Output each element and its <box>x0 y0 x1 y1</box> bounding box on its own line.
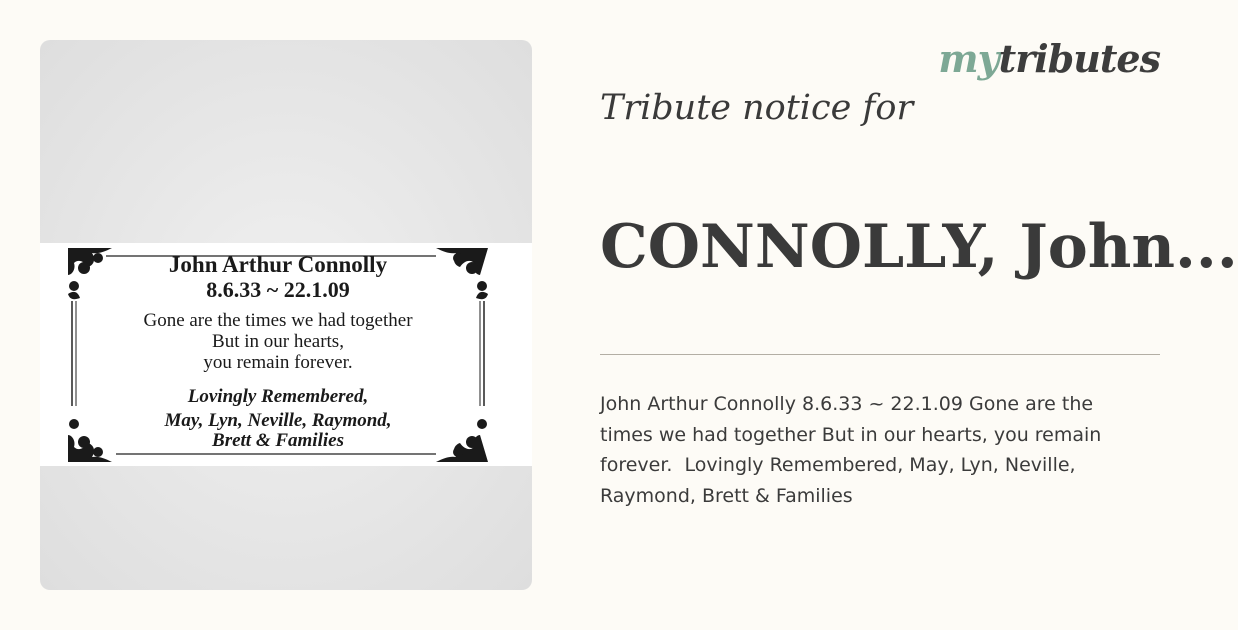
notice-verse-line: But in our hearts, <box>212 331 344 352</box>
notice-verse-line: Gone are the times we had together <box>143 310 413 331</box>
divider <box>600 354 1160 355</box>
notice-signature-line: May, Lyn, Neville, Raymond, <box>164 410 392 431</box>
tribute-excerpt: John Arthur Connolly 8.6.33 ~ 22.1.09 Gone are the times we had together But in our hearts, you remain forever. Lovingly Remembered, May, Lyn, Neville, Raymond, Brett & Families <box>600 393 1108 507</box>
deceased-name: CONNOLLY, John... <box>600 212 1238 282</box>
notice-clipping <box>40 243 532 466</box>
notice-image-panel <box>40 40 532 590</box>
notice-text <box>66 246 490 464</box>
logo-my: my <box>938 36 999 81</box>
notice-signature-line: Lovingly Remembered, <box>187 386 369 407</box>
page-subtitle: Tribute notice for <box>600 88 914 128</box>
notice-dates: 8.6.33 ~ 22.1.09 <box>206 277 350 302</box>
logo-tributes: tributes <box>998 36 1160 81</box>
notice-name: John Arthur Connolly <box>168 252 388 277</box>
notice-verse-line: you remain forever. <box>203 352 353 373</box>
mytributes-logo <box>938 36 1160 81</box>
notice-signature-line: Brett & Families <box>212 430 344 451</box>
